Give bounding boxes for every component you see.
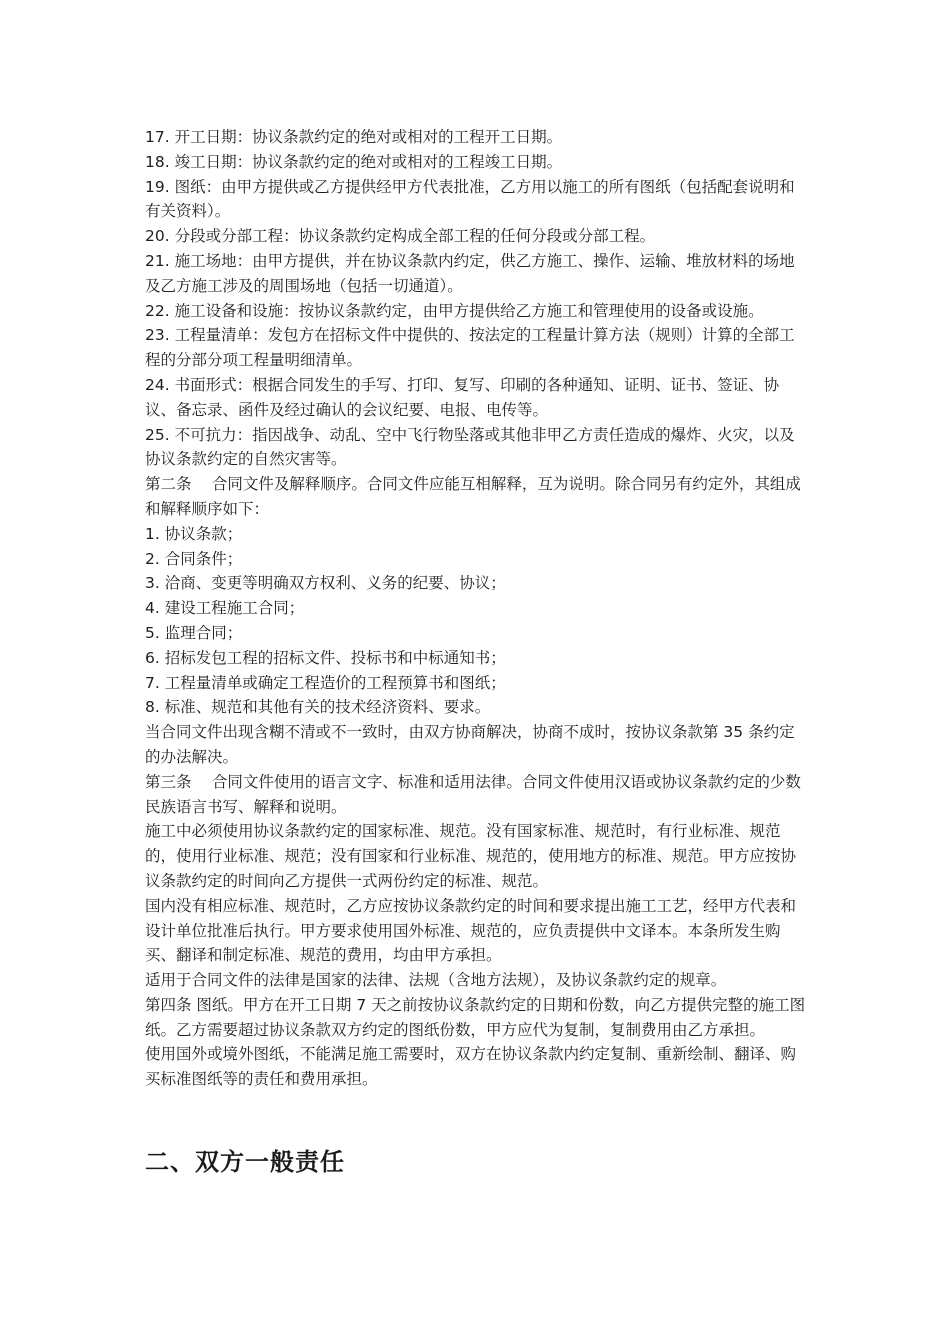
paragraph-def-23: 23. 工程量清单：发包方在招标文件中提供的、按法定的工程量计算方法（规则）计算的全部工程的分部分项工程量明细清单。 xyxy=(145,326,795,370)
list-item: 2. 合同条件； xyxy=(145,549,243,568)
paragraph-article-3: 第三条 合同文件使用的语言文字、标准和适用法律。合同文件使用汉语或协议条款约定的少数民族语言书写、解释和说明。 xyxy=(145,772,801,816)
paragraph-foreign-drawings: 使用国外或境外图纸，不能满足施工需要时，双方在协议条款内约定复制、重新绘制、翻译、购买标准图纸等的责任和费用承担。 xyxy=(145,1045,797,1089)
list-item: 5. 监理合同； xyxy=(145,623,243,642)
paragraph-def-19: 19. 图纸：由甲方提供或乙方提供经甲方代表批准，乙方用以施工的所有图纸（包括配套说明和有关资料）。 xyxy=(145,177,795,221)
list-item: 6. 招标发包工程的招标文件、投标书和中标通知书； xyxy=(145,648,506,667)
paragraph-def-24: 24. 书面形式：根据合同发生的手写、打印、复写、印刷的各种通知、证明、证书、签证、协议、备忘录、函件及经过确认的会议纪要、电报、电传等。 xyxy=(145,375,780,419)
section-heading: 二、双方一般责任 xyxy=(145,1148,345,1176)
paragraph-def-21: 21. 施工场地：由甲方提供，并在协议条款内约定，供乙方施工、操作、运输、堆放材料的场地及乙方施工涉及的周围场地（包括一切通道）。 xyxy=(145,251,795,295)
paragraph-applicable-law: 适用于合同文件的法律是国家的法律、法规（含地方法规），及协议条款约定的规章。 xyxy=(145,971,727,990)
paragraph-article-4: 第四条 图纸。甲方在开工日期 7 天之前按协议条款约定的日期和份数，向乙方提供完整的施工图纸。乙方需要超过协议条款双方约定的图纸份数，甲方应代为复制，复制费用由乙方承担。 xyxy=(145,995,806,1039)
paragraph-def-17: 17. 开工日期：协议条款约定的绝对或相对的工程开工日期。 xyxy=(145,128,563,146)
paragraph-standards: 施工中必须使用协议条款约定的国家标准、规范。没有国家标准、规范时，有行业标准、规范的，使用行业标准、规范；没有国家和行业标准、规范的，使用地方的标准、规范。甲方应按协议条款约定的时间向乙方提供一式两份约定的标准、规范。 xyxy=(145,822,797,890)
list-item: 3. 洽商、变更等明确双方权利、义务的纪要、协议； xyxy=(145,574,506,593)
list-item: 7. 工程量清单或确定工程造价的工程预算书和图纸； xyxy=(145,673,506,692)
paragraph-article-2: 第二条 合同文件及解释顺序。合同文件应能互相解释，互为说明。除合同另有约定外，其组成和解释顺序如下： xyxy=(145,475,801,518)
list-item: 8. 标准、规范和其他有关的技术经济资料、要求。 xyxy=(145,698,491,717)
list-item: 4. 建设工程施工合同； xyxy=(145,599,305,618)
document-body xyxy=(145,125,810,1092)
paragraph-def-22: 22. 施工设备和设施：按协议条款约定，由甲方提供给乙方施工和管理使用的设备或设施。 xyxy=(145,301,764,320)
paragraph-conflict-resolution: 当合同文件出现含糊不清或不一致时，由双方协商解决，协商不成时，按协议条款第 35 条约定的办法解决。 xyxy=(145,723,795,766)
paragraph-def-20: 20. 分段或分部工程：协议条款约定构成全部工程的任何分段或分部工程。 xyxy=(145,227,656,246)
paragraph-foreign-standards: 国内没有相应标准、规范时，乙方应按协议条款约定的时间和要求提出施工工艺，经甲方代表和设计单位批准后执行。甲方要求使用国外标准、规范的，应负责提供中文译本。本条所发生购买、翻译和制定标准、规范的费用，均由甲方承担。 xyxy=(145,896,797,965)
paragraph-def-18: 18. 竣工日期：协议条款约定的绝对或相对的工程竣工日期。 xyxy=(145,152,563,171)
paragraph-def-25: 25. 不可抗力：指因战争、动乱、空中飞行物坠落或其他非甲乙方责任造成的爆炸、火灾，以及协议条款约定的自然灾害等。 xyxy=(145,425,795,469)
list-item: 1. 协议条款； xyxy=(145,524,243,543)
